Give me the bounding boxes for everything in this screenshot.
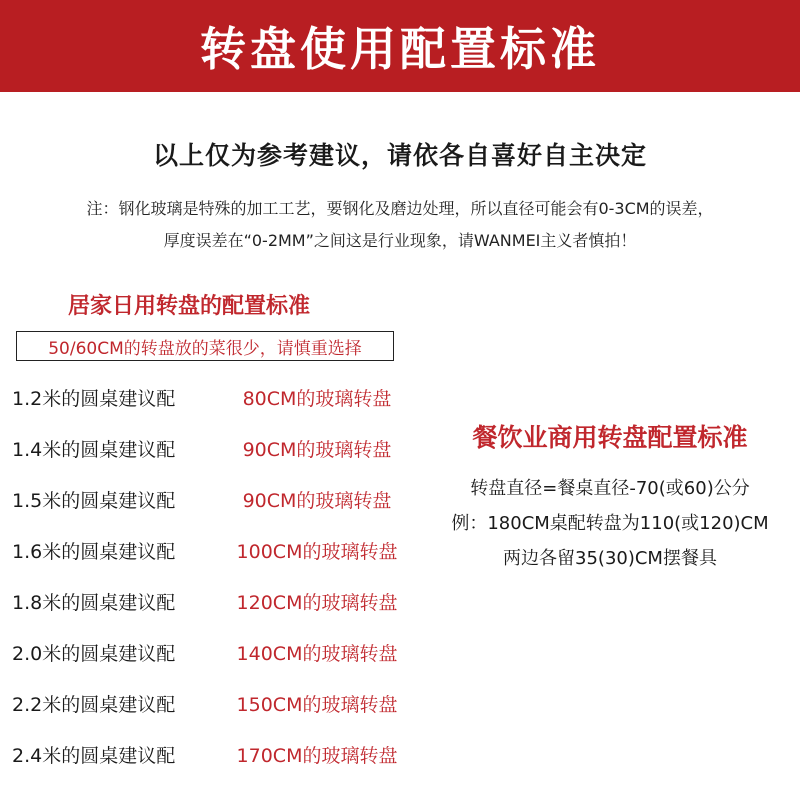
config-row — [12, 690, 412, 720]
header-banner — [0, 0, 800, 92]
config-row-value: 90CM的玻璃转盘 — [242, 439, 392, 461]
config-row-value: 90CM的玻璃转盘 — [242, 490, 392, 512]
config-row-value: 120CM的玻璃转盘 — [236, 592, 398, 614]
config-row — [12, 639, 412, 669]
note-line-2: 厚度误差在“0-2MM”之间这是行业现象，请WANMEI主义者慎拍！ — [163, 231, 637, 250]
config-row — [12, 588, 412, 618]
config-row — [12, 537, 412, 567]
config-row-label: 1.4米的圆桌建议配 — [12, 439, 176, 461]
config-row-value: 140CM的玻璃转盘 — [236, 643, 398, 665]
config-row — [12, 435, 412, 465]
warning-text: 50/60CM的转盘放的菜很少，请慎重选择 — [48, 338, 362, 359]
config-row-label: 2.0米的圆桌建议配 — [12, 643, 176, 665]
home-section-title: 居家日用转盘的配置标准 — [68, 294, 311, 319]
config-row-label: 1.5米的圆桌建议配 — [12, 490, 176, 512]
config-row-value: 100CM的玻璃转盘 — [236, 541, 398, 563]
config-row-value: 80CM的玻璃转盘 — [242, 388, 392, 410]
page-title: 转盘使用配置标准 — [200, 22, 600, 76]
warning-box — [16, 331, 394, 361]
config-row — [12, 741, 412, 771]
config-row-label: 2.2米的圆桌建议配 — [12, 694, 176, 716]
commercial-example: 例：180CM桌配转盘为110(或120)CM — [451, 513, 769, 534]
config-row — [12, 384, 412, 414]
config-row-value: 170CM的玻璃转盘 — [236, 745, 398, 767]
commercial-formula: 转盘直径=餐桌直径-70(或60)公分 — [470, 478, 750, 499]
config-row-label: 1.2米的圆桌建议配 — [12, 388, 176, 410]
note-line-1: 注：钢化玻璃是特殊的加工工艺，要钢化及磨边处理，所以直径可能会有0-3CM的误差， — [86, 199, 714, 218]
config-row-value: 150CM的玻璃转盘 — [236, 694, 398, 716]
commercial-section-title: 餐饮业商用转盘配置标准 — [472, 423, 748, 452]
commercial-spacing-note: 两边各留35(30)CM摆餐具 — [503, 548, 717, 569]
config-row-label: 2.4米的圆桌建议配 — [12, 745, 176, 767]
config-row-label: 1.8米的圆桌建议配 — [12, 592, 176, 614]
subtitle: 以上仅为参考建议，请依各自喜好自主决定 — [152, 141, 647, 170]
config-row-label: 1.6米的圆桌建议配 — [12, 541, 176, 563]
config-row — [12, 486, 412, 516]
